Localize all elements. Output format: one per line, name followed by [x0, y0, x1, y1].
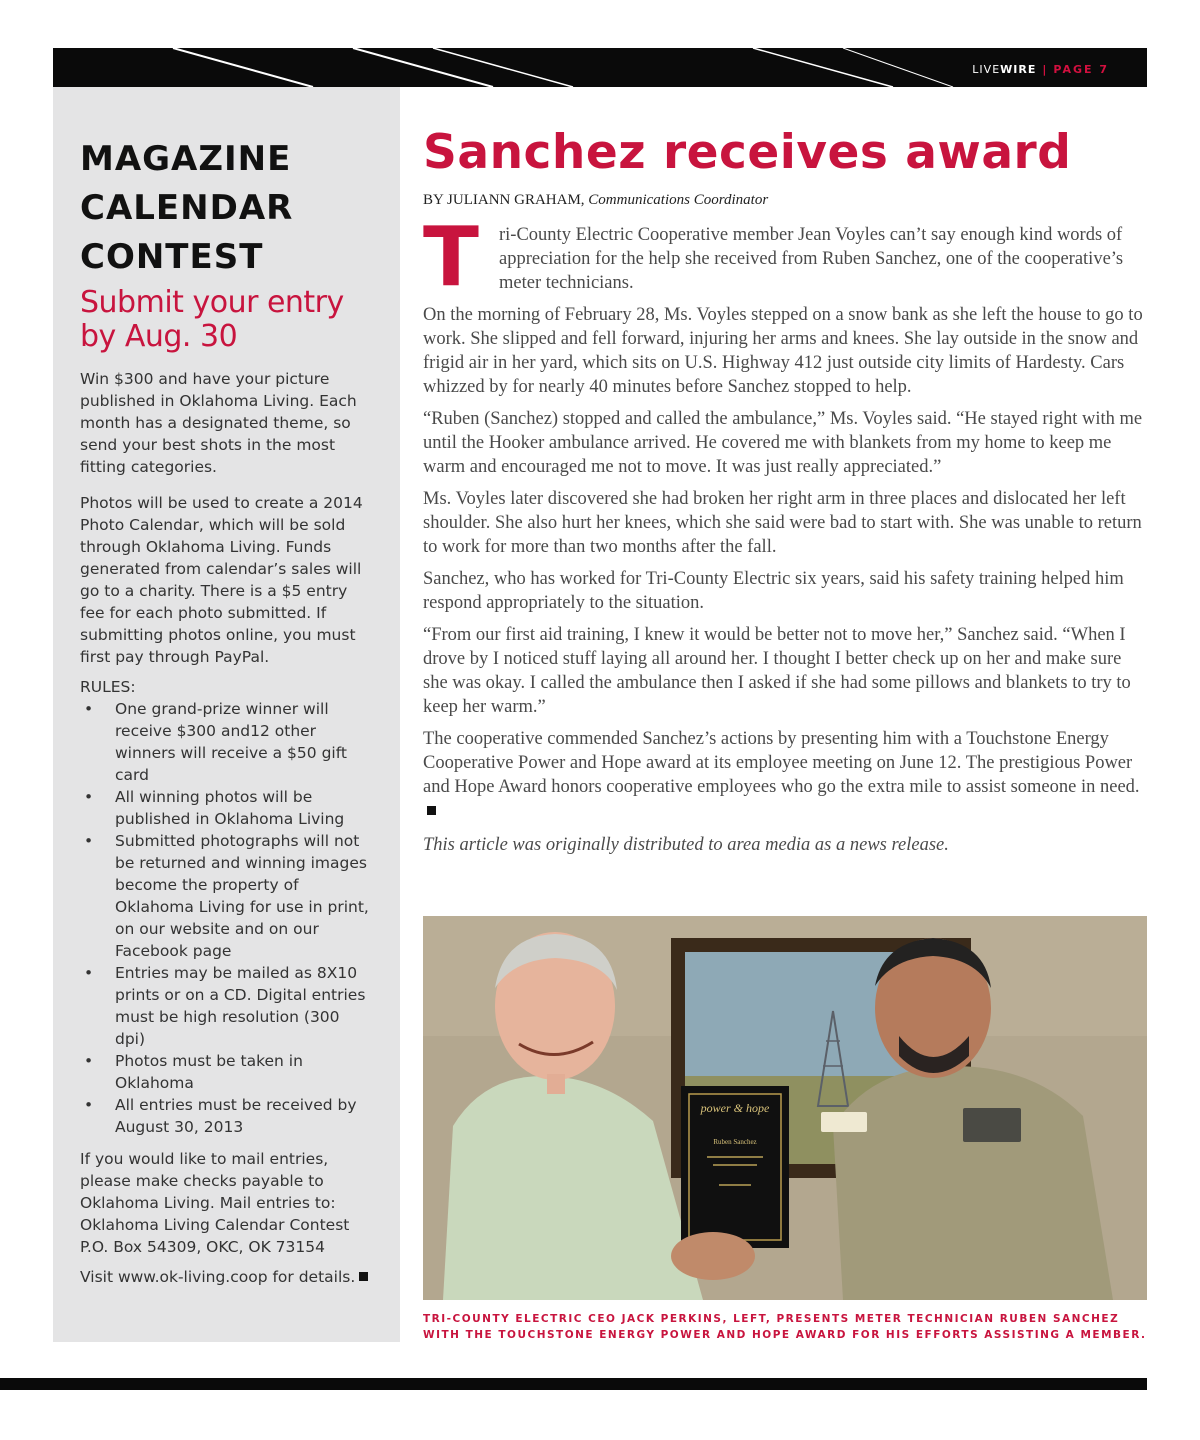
- byline-name: BY JULIANN GRAHAM,: [423, 192, 585, 208]
- article-body: [423, 210, 1147, 857]
- rule-text: All winning photos will be published in Oklahoma Living: [115, 788, 345, 828]
- bullet: •: [84, 700, 94, 718]
- rules-heading: RULES:: [80, 678, 136, 696]
- photo-caption: TRI-COUNTY ELECTRIC CEO JACK PERKINS, LEFT, PRESENTS METER TECHNICIAN RUBEN SANCHEZ WITH THE TOUCHSTONE ENERGY POWER AND HOPE AWARD FOR HIS EFFORTS ASSISTING A MEMBER.: [423, 1313, 1147, 1341]
- sidebar-paragraph-2: Photos will be used to create a 2014 Photo Calendar, which will be sold through Oklahoma Living. Funds generated from calendar’s sales will go to a charity. There is a $5 entry fee for each photo submitted. If submitting photos online, you must first pay through PayPal.: [80, 494, 363, 666]
- rule-item: [80, 786, 370, 830]
- rule-text: One grand-prize winner will receive $300 and12 other winners will receive a $50 gift card: [115, 700, 347, 784]
- rule-item: [80, 698, 370, 786]
- rule-text: All entries must be received by August 30, 2013: [115, 1096, 357, 1136]
- body-paragraph: “Ruben (Sanchez) stopped and called the ambulance,” Ms. Voyles said. “He stayed right with me until the Hooker ambulance arrived. He covered me with blankets from my home to keep me warm and encouraged me not to move. It was just really appreciated.”: [423, 409, 1143, 477]
- rule-item: [80, 1094, 370, 1138]
- rules-list: [80, 698, 370, 1138]
- mail-instructions: If you would like to mail entries, please make checks payable to Oklahoma Living. Mail entries to: Oklahoma Living Calendar Contest P.O. Box 54309, OKC, OK 73154: [80, 1150, 350, 1256]
- final-text: The cooperative commended Sanchez’s actions by presenting him with a Touchstone Energy Cooperative Power and Hope award at its employee meeting on June 12. The prestigious Power and Hope Award honors cooperative employees who go the extra mile to assist someone in need.: [423, 729, 1140, 797]
- visit-text: Visit www.ok-living.coop for details.: [80, 1268, 356, 1286]
- body-paragraph: Ms. Voyles later discovered she had broken her right arm in three places and dislocated her left shoulder. She also hurt her knees, which she said were bad to start with. She was unable to return to work for more than two months after the fall.: [423, 489, 1142, 557]
- byline: [423, 192, 1147, 209]
- bullet: •: [84, 1052, 94, 1070]
- drop-cap: T: [423, 210, 479, 305]
- body-paragraph: On the morning of February 28, Ms. Voyles stepped on a snow bank as she left the house to go to work. She slipped and fell forward, injuring her arms and knees. She lay outside in the snow and frigid air in her yard, which sits on U.S. Highway 412 just outside city limits of Hardesty. Cars whizzed by for nearly 40 minutes before Sanchez stopped to help.: [423, 305, 1143, 397]
- footer-bar: [0, 1378, 1147, 1390]
- rule-item: [80, 1050, 370, 1094]
- sidebar-contest: [53, 87, 400, 1342]
- body-paragraph: “From our first aid training, I knew it would be better not to move her,” Sanchez said. “When I drove by I noticed stuff laying all around her. I thought I better check up on her and make sure she was okay. I called the ambulance then I asked if she had some pillows and blankets to try to keep her warm.”: [423, 625, 1131, 717]
- rule-text: Entries may be mailed as 8X10 prints or on a CD. Digital entries must be high resolution (300 dpi): [115, 964, 366, 1048]
- page-header-label: [972, 63, 1109, 76]
- bullet: •: [84, 964, 94, 982]
- sidebar-subtitle: Submit your entry by Aug. 30: [80, 285, 344, 354]
- lead-text: ri-County Electric Cooperative member Jean Voyles can’t say enough kind words of appreciation for the help she received from Ruben Sanchez, one of the cooperative’s meter technicians.: [499, 225, 1124, 293]
- rule-text: Submitted photographs will not be returned and winning images become the property of Oklahoma Living for use in print, on our website and on our Facebook page: [115, 832, 369, 960]
- award-photo: [423, 916, 1147, 1300]
- article: [423, 124, 1147, 857]
- sidebar-paragraph-1: Win $300 and have your picture published in Oklahoma Living. Each month has a designated theme, so send your best shots in the most fitting categories.: [80, 370, 357, 476]
- rule-text: Photos must be taken in Oklahoma: [115, 1052, 303, 1092]
- bullet: •: [84, 832, 94, 850]
- bullet: •: [84, 788, 94, 806]
- header-live: LIVE: [972, 63, 1001, 76]
- lead-paragraph: [423, 210, 1147, 305]
- visit-line: [80, 1266, 370, 1288]
- header-separator: |: [1042, 63, 1048, 76]
- body-paragraph: Sanchez, who has worked for Tri-County Electric six years, said his safety training helped him respond appropriately to the situation.: [423, 569, 1124, 613]
- page-number: PAGE 7: [1053, 63, 1109, 76]
- article-headline: Sanchez receives award: [423, 125, 1072, 180]
- rule-item: [80, 830, 370, 962]
- award-photo-illustration: [423, 916, 1147, 1300]
- byline-role: Communications Coordinator: [588, 192, 769, 208]
- sidebar-title: MAGAZINE CALENDAR CONTEST: [80, 139, 294, 277]
- header-bar: [53, 48, 1147, 87]
- end-mark-icon: [359, 1272, 368, 1281]
- release-note: This article was originally distributed to area media as a news release.: [423, 835, 949, 855]
- body-paragraph-final: [423, 727, 1147, 823]
- rule-item: [80, 962, 370, 1050]
- end-mark-icon: [427, 806, 436, 815]
- bullet: •: [84, 1096, 94, 1114]
- plaque-title: power & hope: [700, 1101, 770, 1115]
- header-wire: WIRE: [1000, 63, 1037, 76]
- plaque-name: Ruben Sanchez: [713, 1138, 757, 1146]
